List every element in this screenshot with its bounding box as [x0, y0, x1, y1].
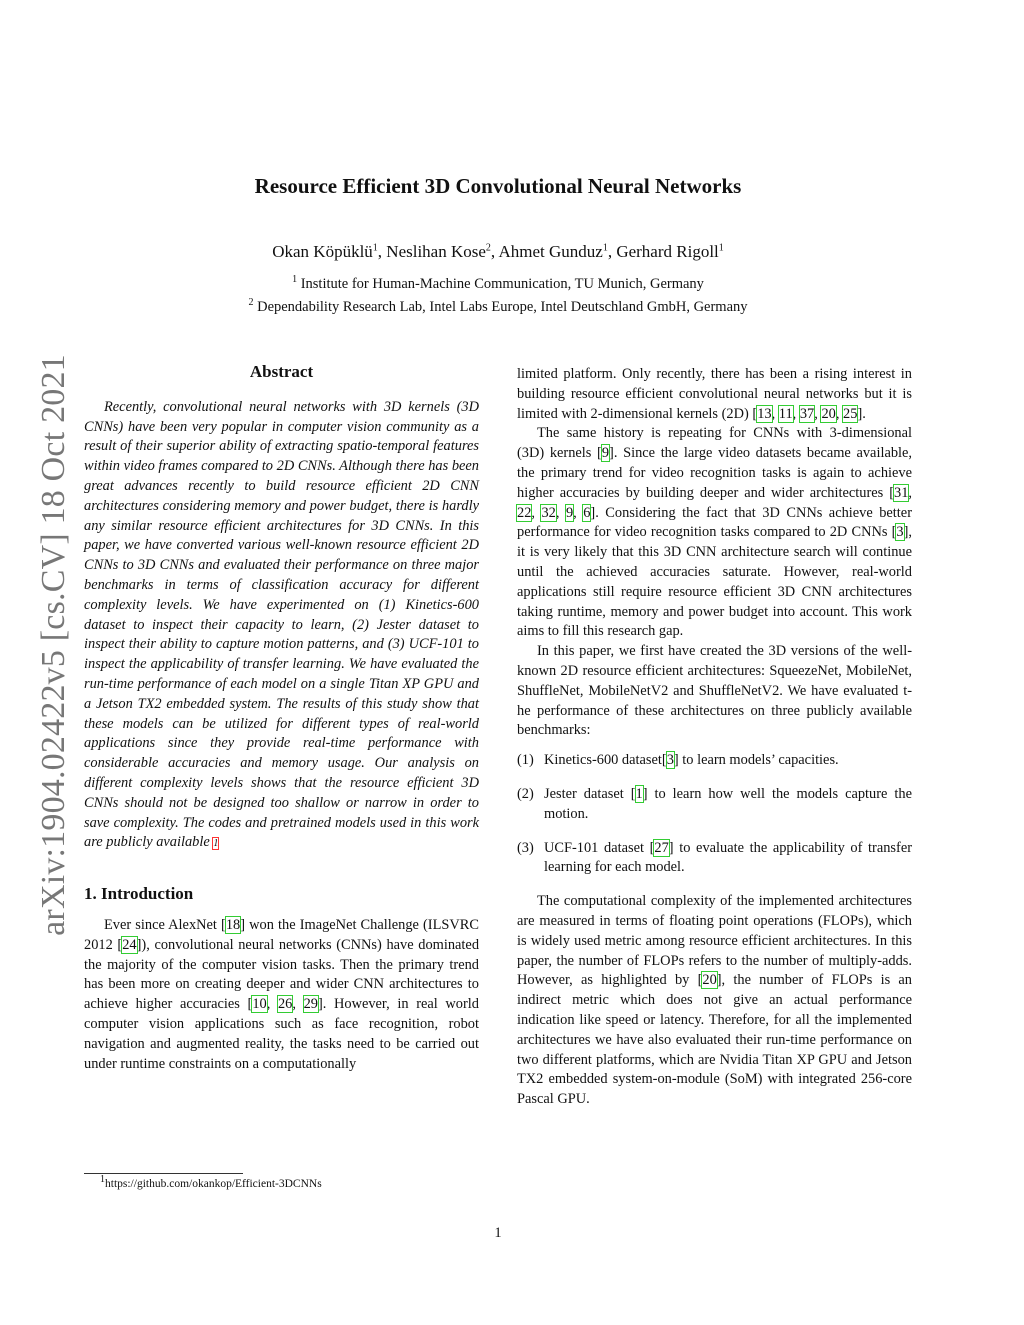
- footnote-link[interactable]: 1: [213, 838, 219, 850]
- citation-link[interactable]: 31: [894, 484, 909, 501]
- arxiv-side-identifier: arXiv:1904.02422v5 [cs.CV] 18 Oct 2021: [35, 354, 72, 936]
- abstract-body: Recently, convolutional neural networks with 3D kernels (3D CNNs) have been very popular in computer vision community as a result of their superior ability of extracting spatio-temporal features within video frames compared to 2D CNNs. Although there has been great advances recently to build resource efficient 2D CNN architectures considering memory and power budget, there is hardly any similar resource efficient architectures for 3D CNNs. In this paper, we have converted various well-known resource efficient 2D CNNs to 3D CNNs and evaluated their performance on three major benchmarks in terms of classification accuracy for different complexity levels. We have experimented on (1) Kinetics-600 dataset to inspect their capacity to learn, (2) Jester dataset to inspect their ability to capture motion patterns, and (3) UCF-101 to inspect the applicability of transfer learning. We have evaluated the run-time performance of each model on a single Titan XP GPU and a Jetson TX2 embedded system. The results of this study show that these models can be utilized for different types of real-world applications since they provide real-time performance with considerable accuracies and memory usage. Our analysis on different complexity levels shows that the resource efficient 3D CNNs should not be designed too shallow or narrow in order to save complexity. The codes and pretrained models used in this work are publicly available: [84, 398, 479, 851]
- citation-link[interactable]: 9: [565, 504, 574, 521]
- citation-link[interactable]: 11: [778, 405, 793, 422]
- abstract-heading: Abstract: [249, 362, 314, 381]
- citation-link[interactable]: 32: [541, 504, 556, 521]
- footnote-url[interactable]: https://github.com/okankop/Efficient-3DCNNs: [105, 1178, 322, 1190]
- paragraph-this-paper: In this paper, we first have created the 3D versions of the well-known 2D resource efficient architectures: SqueezeNet, MobileNet, ShuffleNet, MobileNetV2 and ShuffleNetV2. We have evaluated t-he performance of these architectures on three publicly available benchmarks:: [517, 643, 912, 739]
- author-list: [0, 242, 996, 262]
- page-number: 1: [494, 1225, 502, 1241]
- list-item: (1) Kinetics-600 dataset[3] to learn models’ capacities.: [517, 752, 839, 769]
- abstract-text: [84, 398, 479, 854]
- citation-link[interactable]: 3: [896, 524, 904, 541]
- affiliation-2: $^2$ Dependability Research Lab, Intel Labs Europe, Intel Deutschland GmbH, Germany: [248, 297, 748, 315]
- citation-link[interactable]: 37: [799, 405, 815, 422]
- citation-link[interactable]: 22: [517, 504, 532, 521]
- affiliation-2-text: Dependability Research Lab, Intel Labs Europe, Intel Deutschland GmbH, Germany: [257, 299, 748, 315]
- citation-link[interactable]: 20: [702, 972, 717, 989]
- footnote-divider: [84, 1173, 243, 1174]
- right-column: [517, 365, 912, 1110]
- citation-link[interactable]: 24: [122, 936, 137, 953]
- introduction-heading: 1. Introduction: [84, 884, 194, 904]
- paper-title: Resource Efficient 3D Convolutional Neural Networks: [254, 174, 742, 198]
- affiliation-1: $^1$ Institute for Human-Machine Communication, TU Munich, Germany: [292, 274, 704, 292]
- citation-link[interactable]: 10: [252, 996, 267, 1013]
- citation-link[interactable]: 18: [225, 916, 241, 933]
- citation-link[interactable]: 9: [601, 445, 610, 462]
- authors-text: Okan Köpüklü$^1$, Neslihan Kose$^2$, Ahmet Gunduz$^1$, Gerhard Rigoll$^1$: [272, 242, 724, 261]
- citation-link[interactable]: 20: [821, 405, 836, 422]
- citation-link[interactable]: 27: [654, 839, 669, 856]
- citation-link[interactable]: 13: [757, 405, 772, 422]
- introduction-paragraph: Ever since AlexNet [18] won the ImageNet Challenge (ILSVRC 2012 [24]), convolutional neural networks (CNNs) have dominated the majority of the computer vision tasks. Then the primary trend has been more on creating deeper and wider CNN architectures to achieve higher accuracies [10, 26, 29]. However, in real world computer vision applications such as face recognition, robot navigation and augmented reality, the tasks need to be carried out under runtime constraints on a computationally: [84, 916, 480, 1072]
- citation-link[interactable]: 6: [583, 504, 591, 521]
- citation-link[interactable]: 29: [303, 996, 318, 1013]
- list-item: (2) Jester dataset [1] to learn how well the models capture the motion.: [517, 785, 912, 822]
- citation-link[interactable]: 25: [843, 405, 858, 422]
- paragraph-complexity: The computational complexity of the implemented architectures are measured in terms of floating point operations (FLOPs), which is widely used metric among resource efficient architectures. In this paper, the number of FLOPs refers to the number of multiply-adds. However, as highlighted by [20], the number of FLOPs is an indirect metric which does not give an actual performance indication like speed or latency. Therefore, for all the implemented architectures we have also evaluated their run-time performance on two different platforms, which are Nvidia Titan XP GPU and Jetson TX2 embedded system-on-module (SoM) with integrated 256-core Pascal GPU.: [517, 893, 912, 1108]
- affiliation-1-text: Institute for Human-Machine Communication, TU Munich, Germany: [300, 276, 704, 292]
- footnote: $^1$https://github.com/okankop/Efficient-3DCNNs: [100, 1174, 322, 1190]
- citation-link[interactable]: 26: [277, 996, 293, 1013]
- paragraph-3d-history: The same history is repeating for CNNs with 3-dimensional (3D) kernels [9]. Since the large video datasets became available, the primary trend for video recognition tasks is again to achieve higher accuracies by building deeper and wider architectures [31, 22, 32, 9, 6]. Considering the fact that 3D CNNs achieve better performance for video recognition tasks compared to 2D CNNs [3], it is very likely that this 3D CNN architecture search will continue until the achieved accuracies saturate. However, real-world applications still require resource efficient 3D CNN architectures taking runtime, memory and power budget into account. This work aims to fill this research gap.: [517, 425, 913, 640]
- paragraph-limited-platform: limited platform. Only recently, there has been a rising interest in building resource efficient convolutional neural networks but it is limited with 2-dimensional kernels (2D) [13, 11, 37, 20, 25].: [517, 366, 912, 422]
- list-item: (3) UCF-101 dataset [27] to evaluate the applicability of transfer learning for each model.: [517, 839, 912, 876]
- citation-link[interactable]: 1: [635, 785, 643, 802]
- citation-link[interactable]: 3: [666, 752, 674, 769]
- benchmark-list: [517, 751, 912, 878]
- left-column: [84, 362, 479, 1074]
